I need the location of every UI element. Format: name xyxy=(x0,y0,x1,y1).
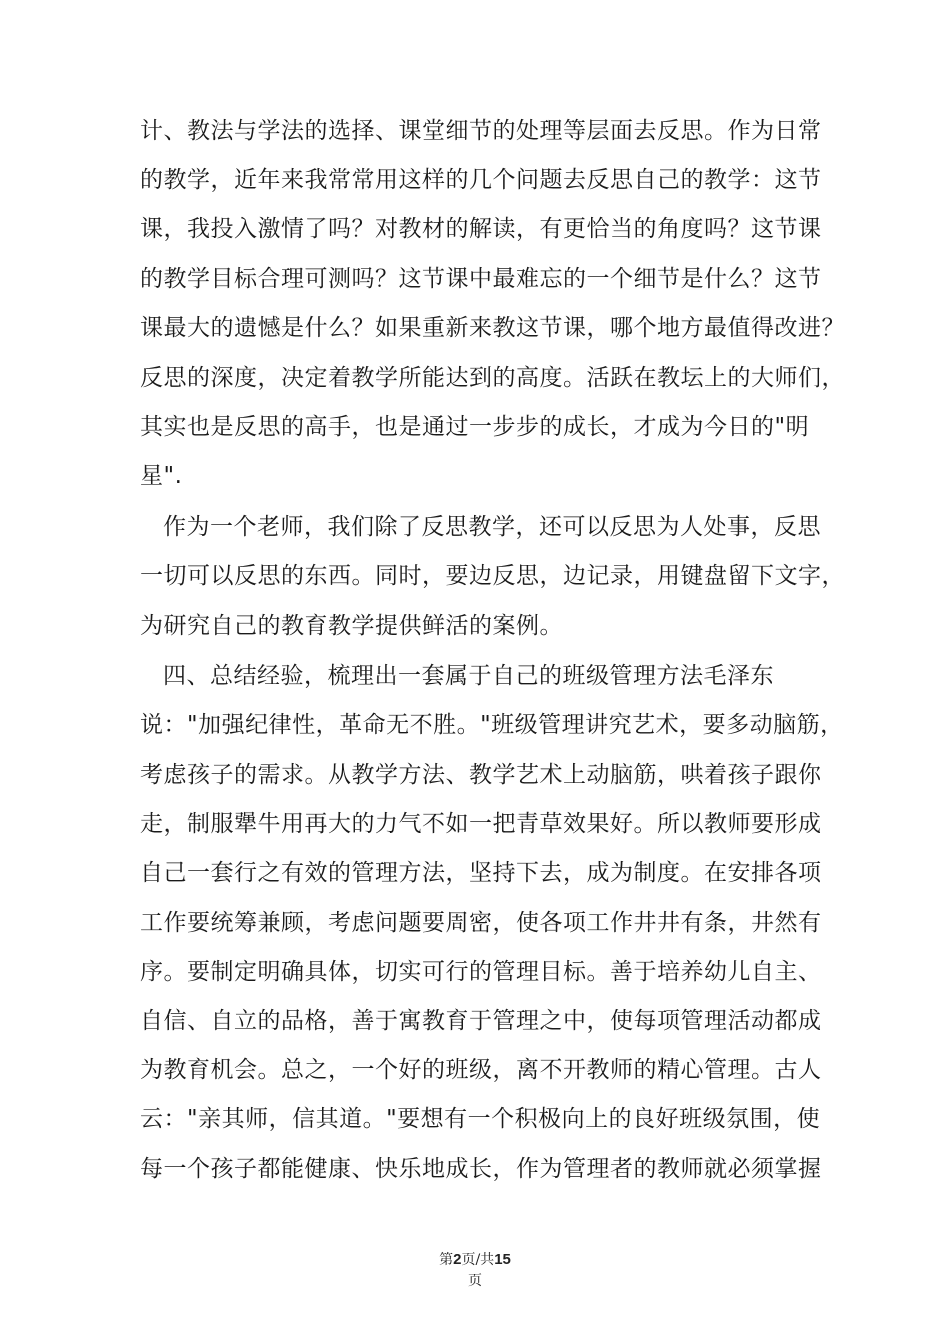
text-line: 说："加强纪律性，革命无不胜。"班级管理讲究艺术，要多动脑筋， xyxy=(140,712,844,738)
text-line: 每一个孩子都能健康、快乐地成长，作为管理者的教师就必须掌握 xyxy=(140,1156,822,1182)
text-line: 为研究自己的教育教学提供鲜活的案例。 xyxy=(140,613,563,639)
text-line: 课最大的遗憾是什么？如果重新来教这节课，哪个地方最值得改进？ xyxy=(140,315,845,341)
footer-total-pages: 15 xyxy=(494,1251,511,1268)
text-line: 走，制服犟牛用再大的力气不如一把青草效果好。所以教师要形成 xyxy=(140,811,822,837)
text-line: 其实也是反思的高手，也是通过一步步的成长，才成为今日的"明 xyxy=(140,414,810,440)
footer-middle: 页/共 xyxy=(461,1252,495,1268)
page-footer xyxy=(0,1249,950,1269)
text-line: 反思的深度，决定着教学所能达到的高度。活跃在教坛上的大师们， xyxy=(140,365,845,391)
text-line: 的教学，近年来我常常用这样的几个问题去反思自己的教学：这节 xyxy=(140,167,822,193)
text-line: 一切可以反思的东西。同时，要边反思，边记录，用键盘留下文字， xyxy=(140,563,845,589)
text-line: 自己一套行之有效的管理方法，坚持下去，成为制度。在安排各项 xyxy=(140,860,822,886)
text-line: 星". xyxy=(140,463,183,489)
text-line: 课，我投入激情了吗？对教材的解读，有更恰当的角度吗？这节课 xyxy=(140,216,822,242)
section-heading-line: 四、总结经验，梳理出一套属于自己的班级管理方法毛泽东 xyxy=(163,663,774,689)
text-line: 计、教法与学法的选择、课堂细节的处理等层面去反思。作为日常 xyxy=(140,118,822,144)
footer-page-number: 2 xyxy=(453,1251,462,1268)
text-line: 为教育机会。总之，一个好的班级，离不开教师的精心管理。古人 xyxy=(140,1057,822,1083)
footer-suffix: 页 xyxy=(468,1273,482,1289)
text-line: 考虑孩子的需求。从教学方法、教学艺术上动脑筋，哄着孩子跟你 xyxy=(140,762,822,788)
footer-prefix: 第 xyxy=(439,1252,454,1268)
page-footer-suffix-row xyxy=(0,1270,950,1290)
text-line: 云："亲其师，信其道。"要想有一个积极向上的良好班级氛围，使 xyxy=(140,1106,821,1132)
text-line: 工作要统筹兼顾，考虑问题要周密，使各项工作井井有条，井然有 xyxy=(140,910,822,936)
paragraph-start-line: 作为一个老师，我们除了反思教学，还可以反思为人处事，反思 xyxy=(163,514,821,540)
text-line: 自信、自立的品格，善于寓教育于管理之中，使每项管理活动都成 xyxy=(140,1008,822,1034)
text-line: 的教学目标合理可测吗？这节课中最难忘的一个细节是什么？这节 xyxy=(140,266,822,292)
text-line: 序。要制定明确具体，切实可行的管理目标。善于培养幼儿自主、 xyxy=(140,959,822,985)
